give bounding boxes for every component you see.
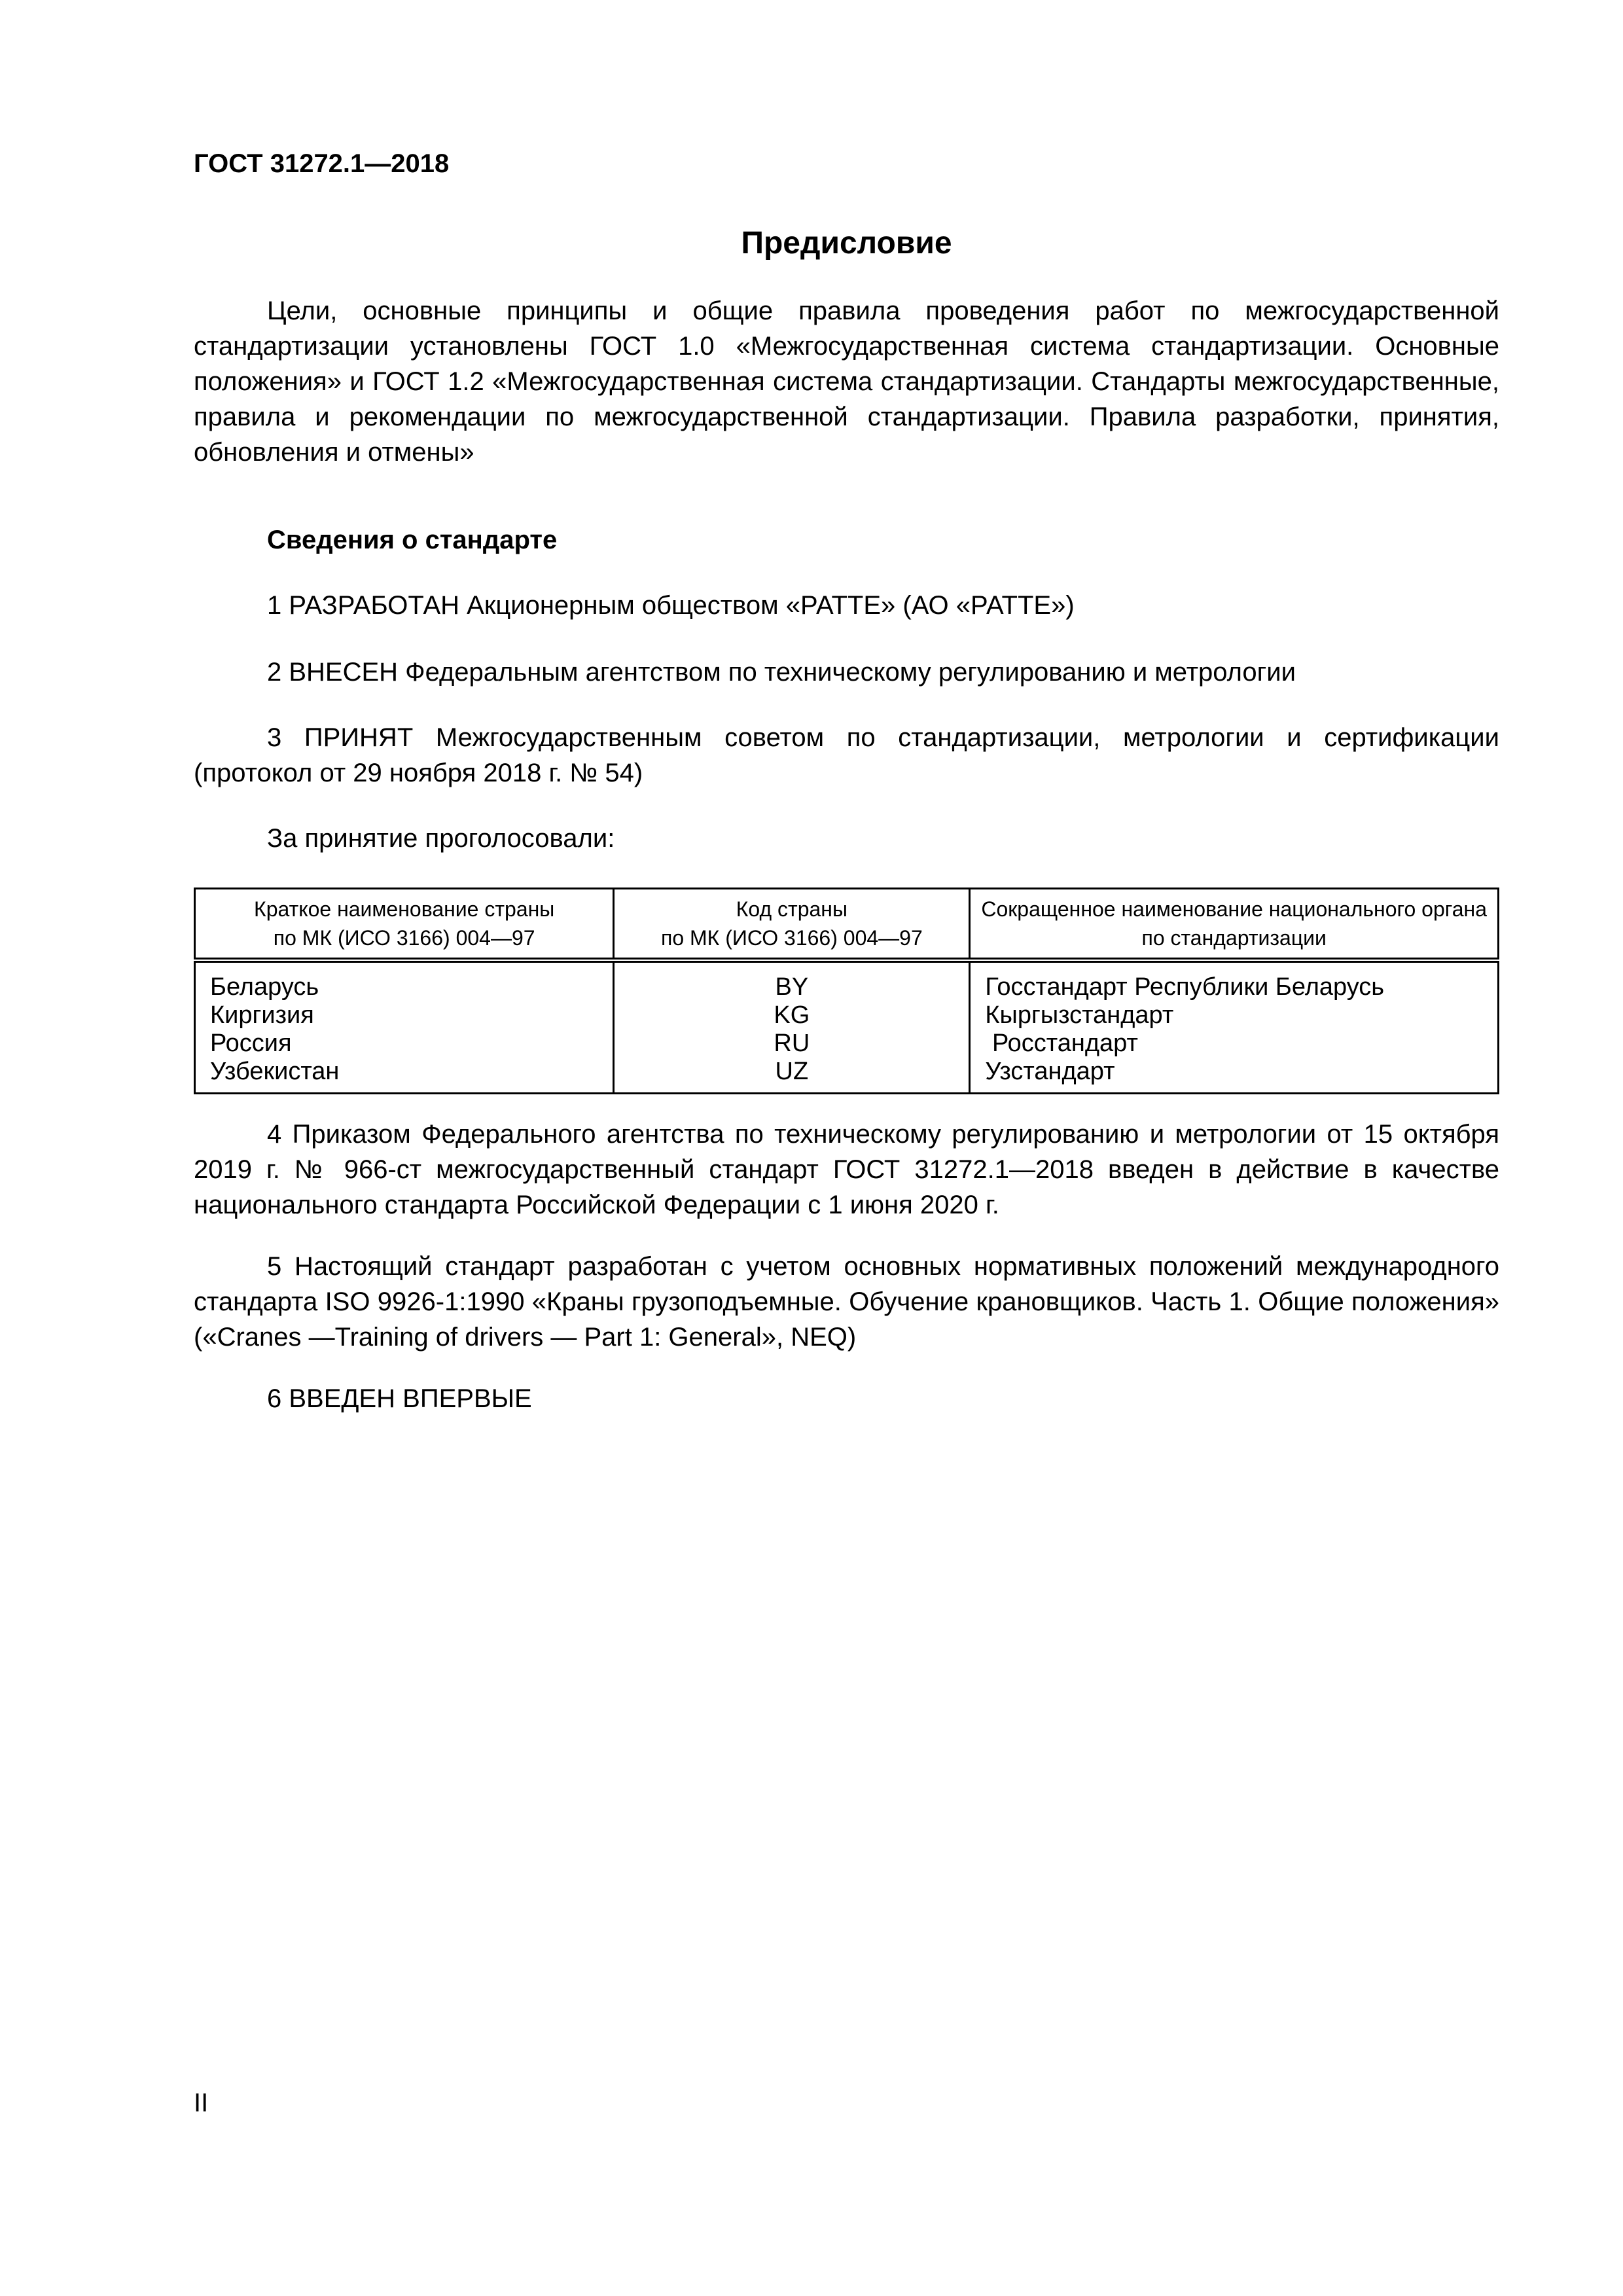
header-country-line1: Краткое наименование страны <box>254 897 555 921</box>
country-name: Узбекистан <box>210 1058 340 1085</box>
intro-paragraph: Цели, основные принципы и общие правила проведения работ по межгосударственной стандартизации установлены ГОСТ 1.0 «Межгосударственная система стандартизации. Основные положения» и ГОСТ 1.2 «Межгосударственная система стандартизации. Стандарты межгосударственные, правила и рекомендации по межгосударственной стандартизации. Правила разработки, принятия, обновления и отмены» <box>194 296 1499 467</box>
voting-countries-table <box>194 888 1499 1094</box>
country-code: UZ <box>775 1058 809 1085</box>
table-row <box>195 960 1499 1094</box>
standards-body: Кыргызстандарт <box>985 1001 1174 1029</box>
standards-body: Узстандарт <box>985 1058 1115 1085</box>
country-name: Россия <box>210 1030 292 1057</box>
header-country-code <box>614 889 970 961</box>
voting-intro: За принятие проголосовали: <box>267 824 615 853</box>
page-title: Предисловие <box>741 226 952 260</box>
header-code-line1: Код страны <box>736 897 847 921</box>
header-code-line2: по МК (ИСО 3166) 004—97 <box>660 926 923 950</box>
item-developed: 1 РАЗРАБОТАН Акционерным обществом «РАТТЕ» (АО «РАТТЕ») <box>267 591 1075 620</box>
standards-bodies-cell <box>970 960 1499 1094</box>
header-body-line2: по стандартизации <box>1141 926 1327 950</box>
country-code: KG <box>774 1001 810 1029</box>
standards-body: Госстандарт Республики Беларусь <box>985 973 1385 1001</box>
country-code: BY <box>775 973 809 1001</box>
document-code: ГОСТ 31272.1—2018 <box>194 149 450 178</box>
country-name: Беларусь <box>210 973 319 1001</box>
item-submitted: 2 ВНЕСЕН Федеральным агентством по техническому регулированию и метрологии <box>267 658 1296 687</box>
item-adopted: 3 ПРИНЯТ Межгосударственным советом по стандартизации, метрологии и сертификации (протокол от 29 ноября 2018 г. № 54) <box>194 723 1499 787</box>
country-name: Киргизия <box>210 1001 314 1029</box>
header-country-name <box>195 889 614 961</box>
table-header-row <box>195 889 1499 961</box>
header-country-line2: по МК (ИСО 3166) 004—97 <box>273 926 535 950</box>
country-names-cell <box>195 960 614 1094</box>
country-code: RU <box>774 1030 810 1057</box>
item-enacted: 4 Приказом Федерального агентства по техническому регулированию и метрологии от 15 октября 2019 г. № 966-ст межгосударственный стандарт ГОСТ 31272.1—2018 введен в действие в качестве национального стандарта Российской Федерации с 1 июня 2020 г. <box>194 1120 1499 1219</box>
country-codes-cell <box>614 960 970 1094</box>
page-number: II <box>194 2089 209 2117</box>
item-introduced-first: 6 ВВЕДЕН ВПЕРВЫЕ <box>267 1384 532 1413</box>
item-international-basis: 5 Настоящий стандарт разработан с учетом основных нормативных положений международного стандарта ISO 9926-1:1990 «Краны грузоподъемные. Обучение крановщиков. Часть 1. Общие положения» («Cranes —Training of drivers — Part 1: General», NEQ) <box>194 1252 1499 1352</box>
section-heading: Сведения о стандарте <box>267 526 558 554</box>
standards-body: Росстандарт <box>985 1030 1138 1057</box>
header-body-line1: Сокращенное наименование национального органа <box>981 897 1487 921</box>
header-standards-body <box>970 889 1499 961</box>
